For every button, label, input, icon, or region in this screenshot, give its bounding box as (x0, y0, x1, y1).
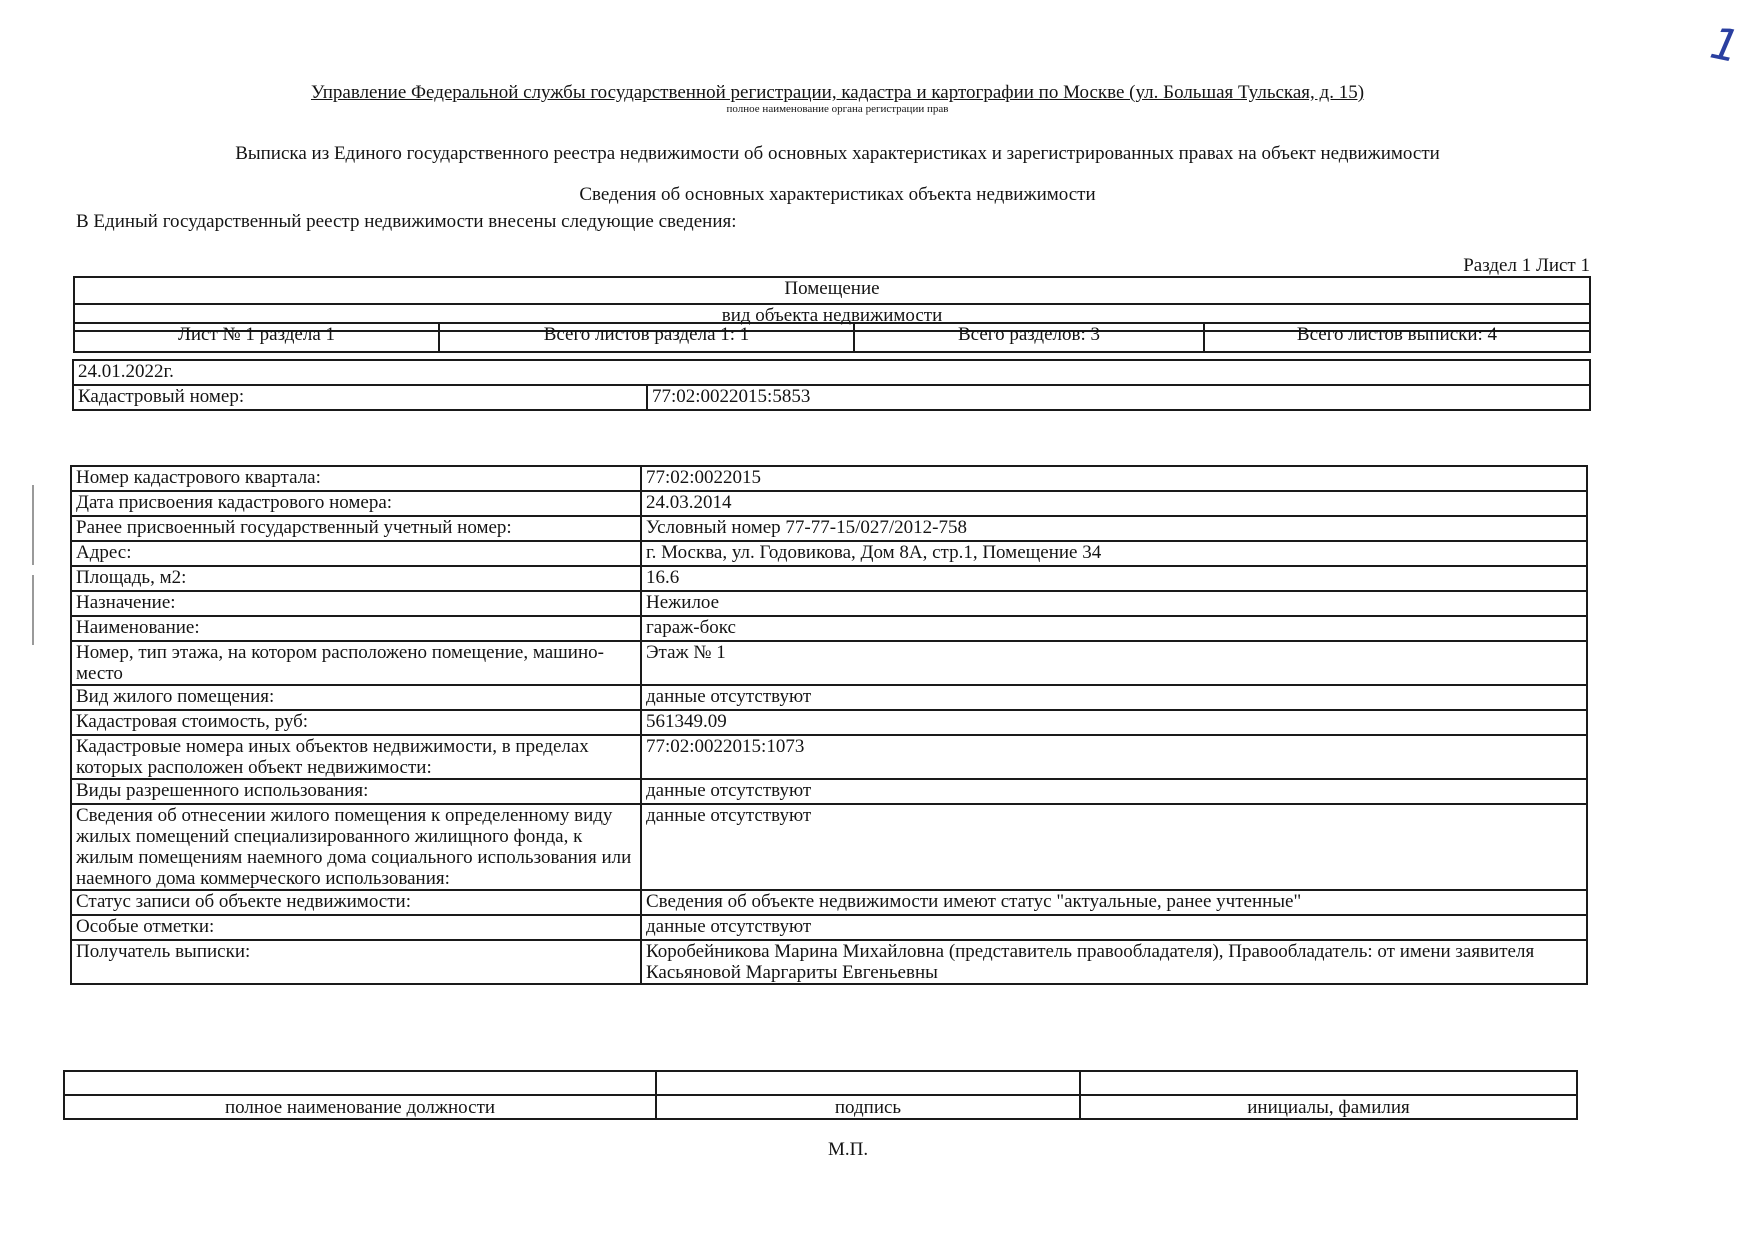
field-value: Коробейникова Марина Михайловна (представитель правообладателя), Правообладатель: от имени заявителя Касьяновой Маргариты Евгеньевны (641, 940, 1587, 984)
field-value: 77:02:0022015:1073 (641, 735, 1587, 779)
table-row (71, 566, 1587, 591)
authority-name: Управление Федеральной службы государственной регистрации, кадастра и картографии по Москве (ул. Большая Тульская, д. 15) (310, 82, 1365, 103)
field-label: Наименование: (71, 616, 641, 641)
table-row (71, 735, 1587, 779)
position-field (64, 1071, 656, 1095)
field-value: г. Москва, ул. Годовикова, Дом 8А, стр.1, Помещение 34 (641, 541, 1587, 566)
margin-pen-mark (32, 575, 34, 645)
extract-date: 24.01.2022г. (73, 360, 1590, 385)
table-row (71, 591, 1587, 616)
field-label: Дата присвоения кадастрового номера: (71, 491, 641, 516)
field-value: данные отсутствуют (641, 915, 1587, 940)
field-value: данные отсутствуют (641, 685, 1587, 710)
field-value: Сведения об объекте недвижимости имеют статус "актуальные, ранее учтенные" (641, 890, 1587, 915)
signature-field (656, 1071, 1080, 1095)
table-row (71, 710, 1587, 735)
name-field (1080, 1071, 1577, 1095)
table-row (71, 491, 1587, 516)
document-title: Выписка из Единого государственного реестра недвижимости об основных характеристиках и зарегистрированных правах на объект недвижимости (235, 143, 1440, 164)
field-label: Кадастровая стоимость, руб: (71, 710, 641, 735)
field-value: 561349.09 (641, 710, 1587, 735)
field-label: Статус записи об объекте недвижимости: (71, 890, 641, 915)
total-sections: Всего разделов: 3 (854, 323, 1204, 352)
document-subtitle: Сведения об основных характеристиках объекта недвижимости (579, 184, 1096, 205)
position-caption: полное наименование должности (64, 1095, 656, 1119)
cadastral-number-value: 77:02:0022015:5853 (647, 385, 1590, 410)
stamp-place: М.П. (828, 1139, 869, 1160)
table-row (71, 890, 1587, 915)
field-label: Вид жилого помещения: (71, 685, 641, 710)
section-sheet-label: Раздел 1 Лист 1 (1463, 255, 1590, 276)
table-row (71, 616, 1587, 641)
handwritten-page-number: 1 (1706, 17, 1744, 74)
table-row (71, 804, 1587, 890)
object-type-caption: вид объекта недвижимости (74, 304, 1590, 331)
total-sheets-section: Всего листов раздела 1: 1 (439, 323, 854, 352)
cadastral-number-label: Кадастровый номер: (73, 385, 647, 410)
field-label: Площадь, м2: (71, 566, 641, 591)
table-row (71, 641, 1587, 685)
field-value: данные отсутствуют (641, 779, 1587, 804)
field-value: 77:02:0022015 (641, 466, 1587, 491)
table-row (71, 779, 1587, 804)
field-label: Получатель выписки: (71, 940, 641, 984)
field-value: 24.03.2014 (641, 491, 1587, 516)
field-label: Виды разрешенного использования: (71, 779, 641, 804)
field-label: Номер кадастрового квартала: (71, 466, 641, 491)
field-value: 16.6 (641, 566, 1587, 591)
field-label: Особые отметки: (71, 915, 641, 940)
field-label: Назначение: (71, 591, 641, 616)
signature-table (63, 1070, 1578, 1120)
table-row (71, 466, 1587, 491)
authority-caption: полное наименование органа регистрации прав (726, 103, 949, 115)
field-value: Нежилое (641, 591, 1587, 616)
field-value: данные отсутствуют (641, 804, 1587, 890)
table-row (71, 685, 1587, 710)
field-label: Ранее присвоенный государственный учетный номер: (71, 516, 641, 541)
field-label: Сведения об отнесении жилого помещения к определенному виду жилых помещений специализированного жилищного фонда, к жилым помещениям наемного дома социального использования или наемного дома коммерческого использования: (71, 804, 641, 890)
field-label: Адрес: (71, 541, 641, 566)
table-row (71, 940, 1587, 984)
field-value: гараж-бокс (641, 616, 1587, 641)
table-row (71, 516, 1587, 541)
cadastral-header-table (72, 359, 1591, 411)
total-sheets-extract: Всего листов выписки: 4 (1204, 323, 1590, 352)
field-value: Условный номер 77-77-15/027/2012-758 (641, 516, 1587, 541)
field-value: Этаж № 1 (641, 641, 1587, 685)
sheet-number: Лист № 1 раздела 1 (74, 323, 439, 352)
table-row (71, 915, 1587, 940)
field-label: Номер, тип этажа, на котором расположено помещение, машино-место (71, 641, 641, 685)
sheets-info-table (73, 322, 1591, 353)
name-caption: инициалы, фамилия (1080, 1095, 1577, 1119)
object-characteristics-table (70, 465, 1588, 985)
table-row (71, 541, 1587, 566)
object-type: Помещение (74, 277, 1590, 304)
field-label: Кадастровые номера иных объектов недвижимости, в пределах которых расположен объект недвижимости: (71, 735, 641, 779)
signature-caption: подпись (656, 1095, 1080, 1119)
intro-text: В Единый государственный реестр недвижимости внесены следующие сведения: (76, 211, 737, 232)
margin-pen-mark (32, 485, 34, 565)
